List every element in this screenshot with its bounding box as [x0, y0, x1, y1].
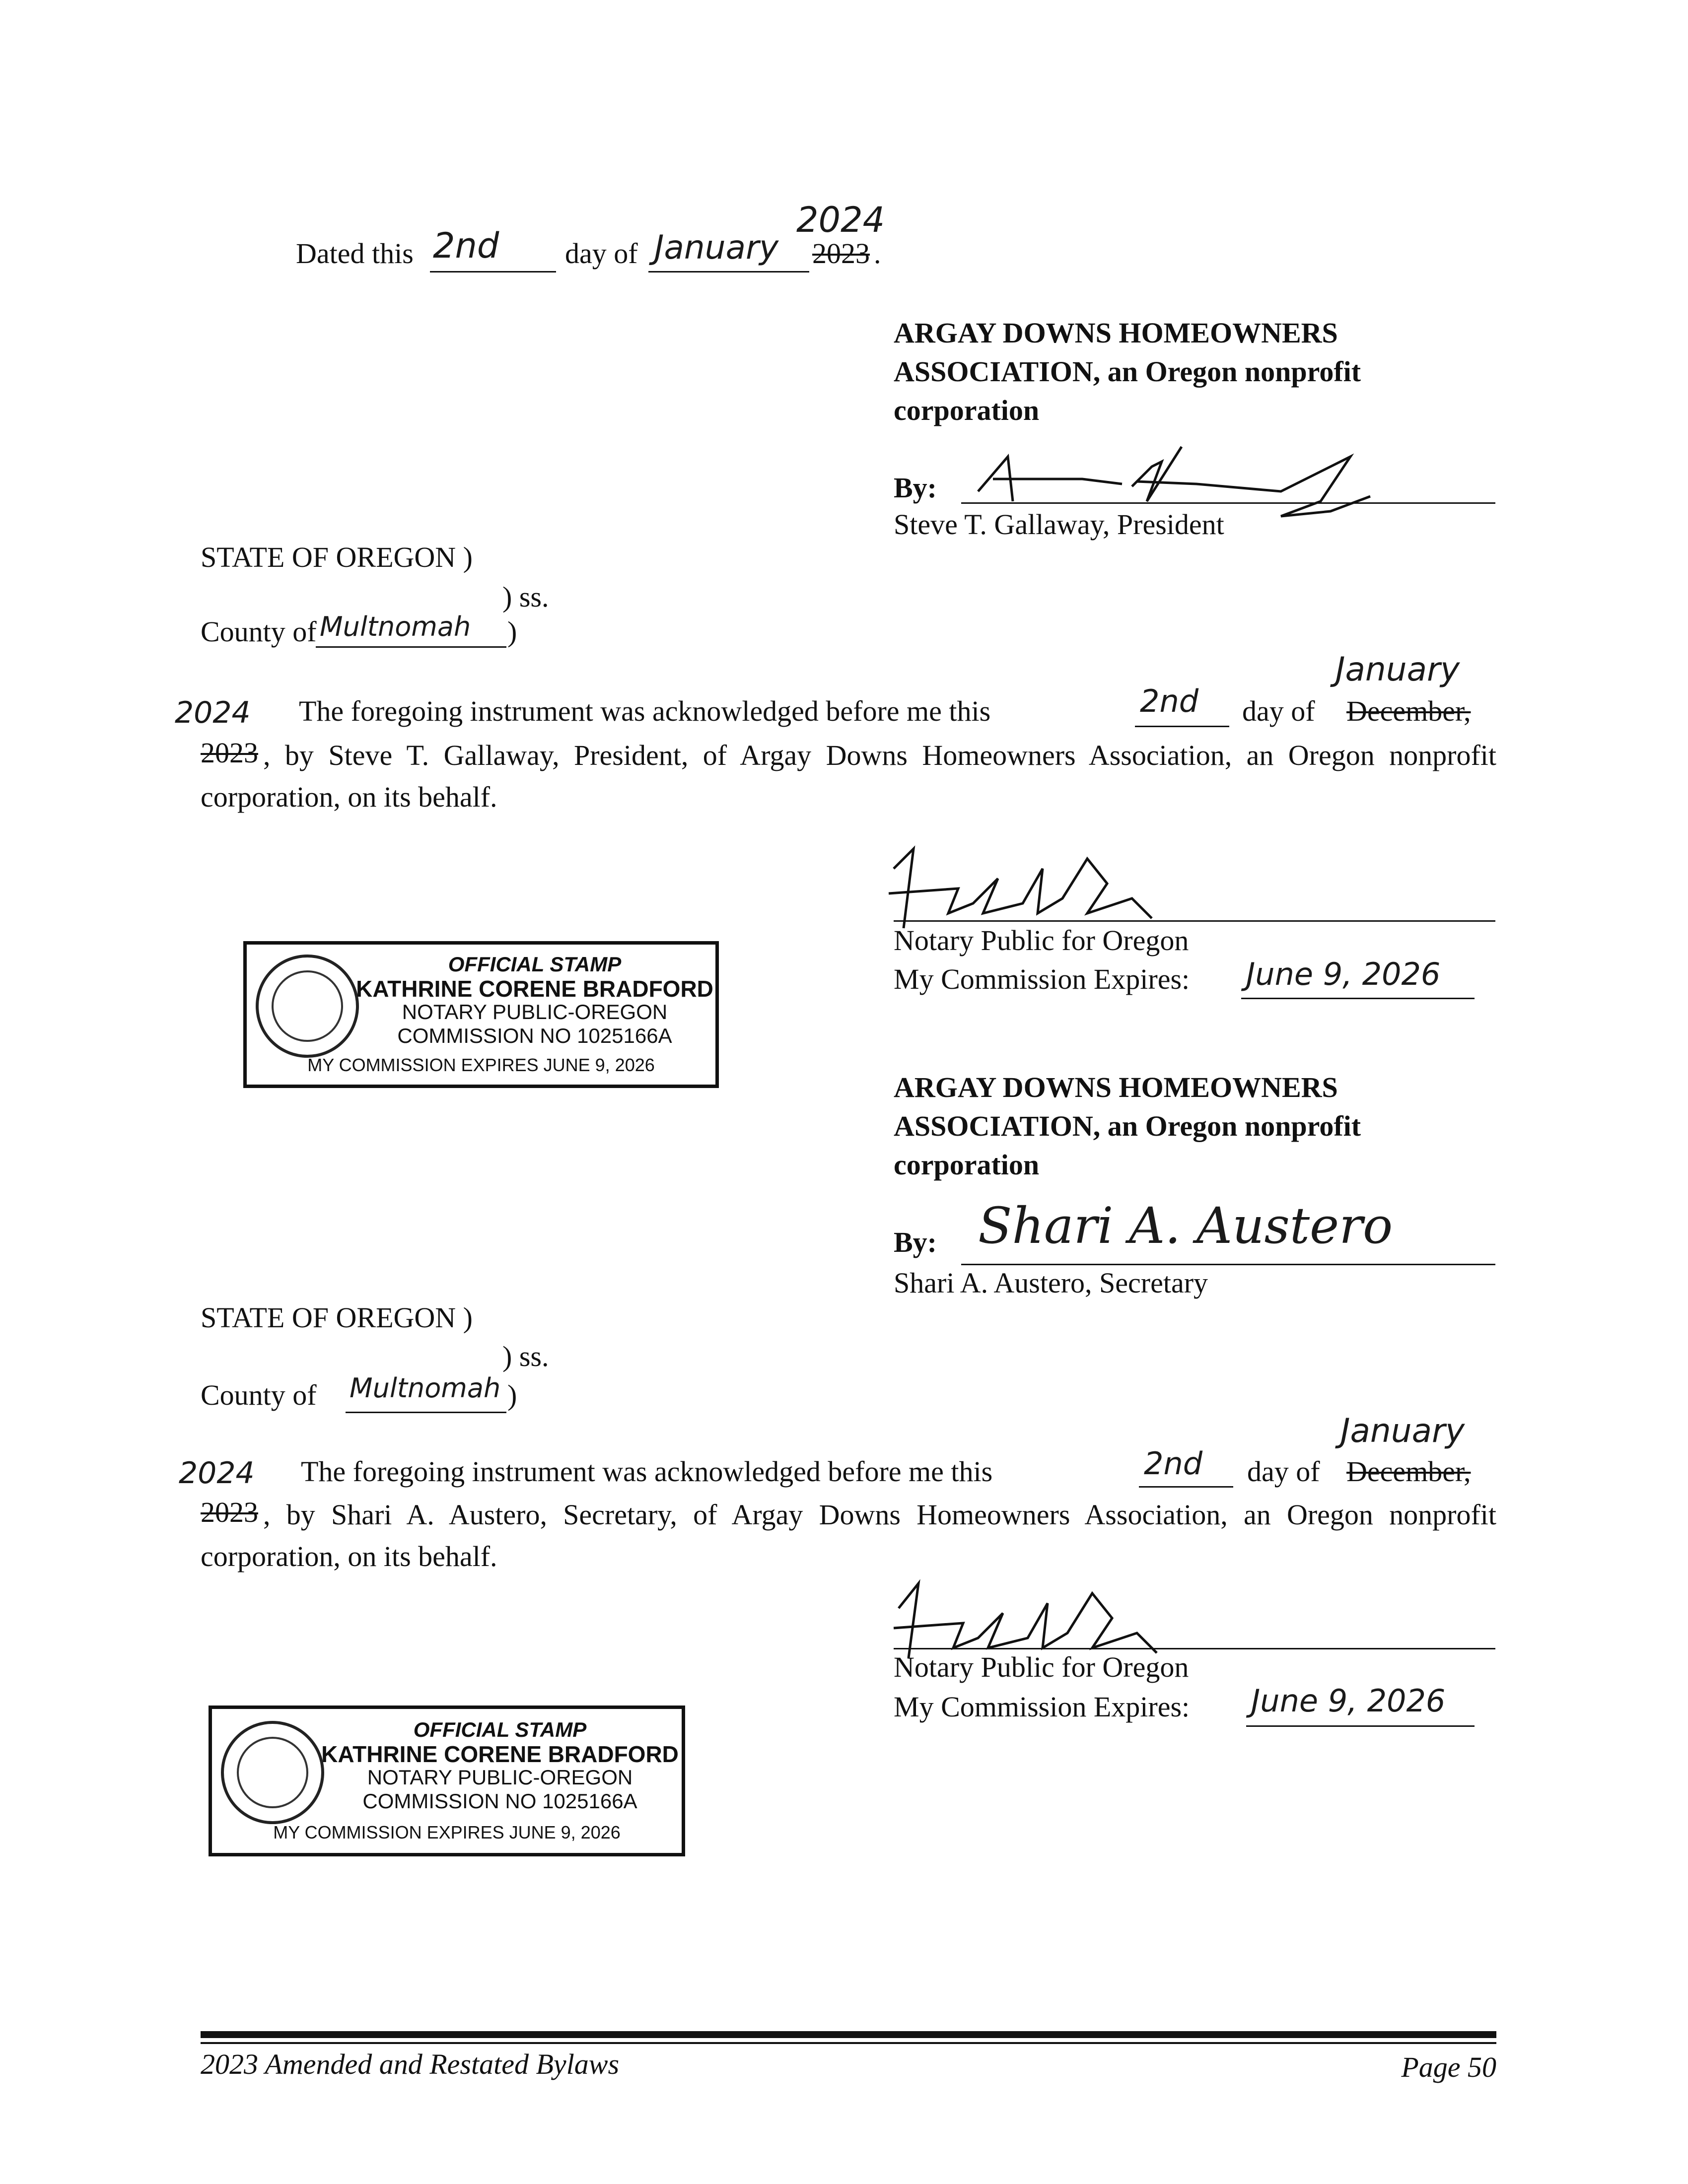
dated-line [296, 239, 414, 268]
ack-month-handwritten-2: January [1340, 1412, 1465, 1450]
commission-handwritten-1: June 9, 2026 [1246, 956, 1441, 992]
county-close-1: ) [507, 615, 517, 648]
ack-text2-1: day of [1242, 695, 1315, 727]
state-seal-icon [256, 955, 359, 1058]
stamp-line4: COMMISSION NO 1025166A [362, 1789, 637, 1813]
notary-stamp-2 [209, 1706, 685, 1856]
ack-text3-2 [201, 1494, 1496, 1577]
ss-2: ) ss. [502, 1340, 549, 1372]
notary-line-1 [894, 920, 1495, 922]
county-handwritten-2: Multnomah [350, 1372, 501, 1404]
footer-title: 2023 Amended and Restated Bylaws [201, 2048, 620, 2080]
county-label-1: County of [201, 615, 317, 648]
stamp-line1: OFFICIAL STAMP [413, 1718, 587, 1741]
ack-day-1: 2nd [1140, 683, 1199, 719]
org-line2: ASSOCIATION, an Oregon nonprofit [894, 1110, 1361, 1142]
org-line1: ARGAY DOWNS HOMEOWNERS [894, 317, 1338, 349]
org-line3: corporation [894, 1149, 1040, 1181]
footer-rule-thin [201, 2042, 1496, 2044]
ack-year-struck-2: 2023 [201, 1496, 258, 1528]
state-2: STATE OF OREGON ) [201, 1301, 473, 1334]
org-line3: corporation [894, 394, 1040, 426]
ack-month-struck-1: December, [1346, 695, 1471, 727]
ack-month-struck-2: December, [1346, 1455, 1471, 1488]
ack-text2-2: day of [1247, 1455, 1320, 1488]
stamp-line4: COMMISSION NO 1025166A [397, 1024, 672, 1047]
notary-stamp-1 [243, 941, 719, 1088]
notary-label-2: Notary Public for Oregon [894, 1651, 1189, 1683]
dated-day-underline [430, 271, 556, 273]
dated-month-underline [648, 271, 809, 273]
ack-text1-1: The foregoing instrument was acknowledged before me this [299, 695, 991, 727]
ack-text3-span-1: , by Steve T. Gallaway, President, of Argay Downs Homeowners Association, an Oregon nonprofit corporation, on its behalf. [201, 739, 1496, 813]
org-line2: ASSOCIATION, an Oregon nonprofit [894, 355, 1361, 388]
notary-signature-1 [874, 839, 1172, 933]
commission-label-2: My Commission Expires: [894, 1691, 1190, 1723]
county-close-2: ) [507, 1379, 517, 1411]
commission-underline-1 [1241, 998, 1475, 999]
notary-label-1: Notary Public for Oregon [894, 924, 1189, 956]
ack-year-handwritten-2: 2024 [179, 1456, 255, 1491]
stamp-line5: MY COMMISSION EXPIRES JUNE 9, 2026 [273, 1822, 621, 1843]
commission-label-1: My Commission Expires: [894, 963, 1190, 995]
state-1: STATE OF OREGON ) [201, 541, 473, 573]
footer-page-number: Page 50 [1401, 2051, 1496, 2083]
stamp-line2: KATHRINE CORENE BRADFORD [321, 1741, 679, 1767]
commission-handwritten-2: June 9, 2026 [1251, 1683, 1446, 1719]
dated-prefix: Dated this [296, 237, 414, 270]
ack-day-2: 2nd [1144, 1445, 1203, 1482]
county-underline-1 [316, 646, 506, 648]
signature-austero: Shari A. Austero [978, 1197, 1393, 1255]
signer-1: Steve T. Gallaway, President [894, 508, 1224, 541]
signer-2: Shari A. Austero, Secretary [894, 1267, 1208, 1299]
county-handwritten-1: Multnomah [320, 611, 471, 642]
ack-year-struck-1: 2023 [201, 737, 258, 769]
ack-month-handwritten-1: January [1336, 650, 1460, 688]
notary-line-2 [894, 1648, 1495, 1649]
ack-day-underline-1 [1135, 726, 1229, 727]
stamp-line2: KATHRINE CORENE BRADFORD [356, 976, 713, 1002]
dated-day-handwritten: 2nd [433, 225, 499, 266]
signature-line-2 [961, 1264, 1495, 1265]
dated-year-handwritten: 2024 [796, 200, 885, 240]
footer-rule-thick [201, 2031, 1496, 2038]
dated-period: . [874, 237, 881, 270]
stamp-line3: NOTARY PUBLIC-OREGON [367, 1766, 633, 1789]
county-label-2: County of [201, 1379, 317, 1411]
county-underline-2 [346, 1412, 506, 1413]
dated-month-handwritten: January [654, 228, 779, 267]
stamp-line3: NOTARY PUBLIC-OREGON [402, 1000, 668, 1024]
ack-year-handwritten-1: 2024 [175, 695, 251, 730]
by-label-2: By: [894, 1226, 937, 1258]
ack-day-underline-2 [1139, 1486, 1233, 1488]
dated-middle: day of [565, 237, 638, 270]
seal-inner-ring [272, 970, 343, 1042]
org-name-2 [894, 1068, 1361, 1184]
ack-text3-span-2: , by Shari A. Austero, Secretary, of Argay Downs Homeowners Association, an Oregon nonprofit corporation, on its behalf. [201, 1499, 1496, 1572]
dated-year-struck: 2023 [812, 237, 870, 270]
ack-text1-2: The foregoing instrument was acknowledged before me this [301, 1455, 993, 1488]
commission-underline-2 [1246, 1725, 1475, 1727]
org-name-1 [894, 314, 1361, 430]
by-label-1: By: [894, 472, 937, 504]
seal-inner-ring [237, 1737, 308, 1808]
org-line1: ARGAY DOWNS HOMEOWNERS [894, 1071, 1338, 1103]
stamp-line1: OFFICIAL STAMP [448, 953, 622, 976]
stamp-line5: MY COMMISSION EXPIRES JUNE 9, 2026 [307, 1055, 655, 1075]
state-seal-icon [221, 1721, 324, 1824]
ack-text3-1 [201, 735, 1496, 818]
ss-1: ) ss. [502, 581, 549, 613]
